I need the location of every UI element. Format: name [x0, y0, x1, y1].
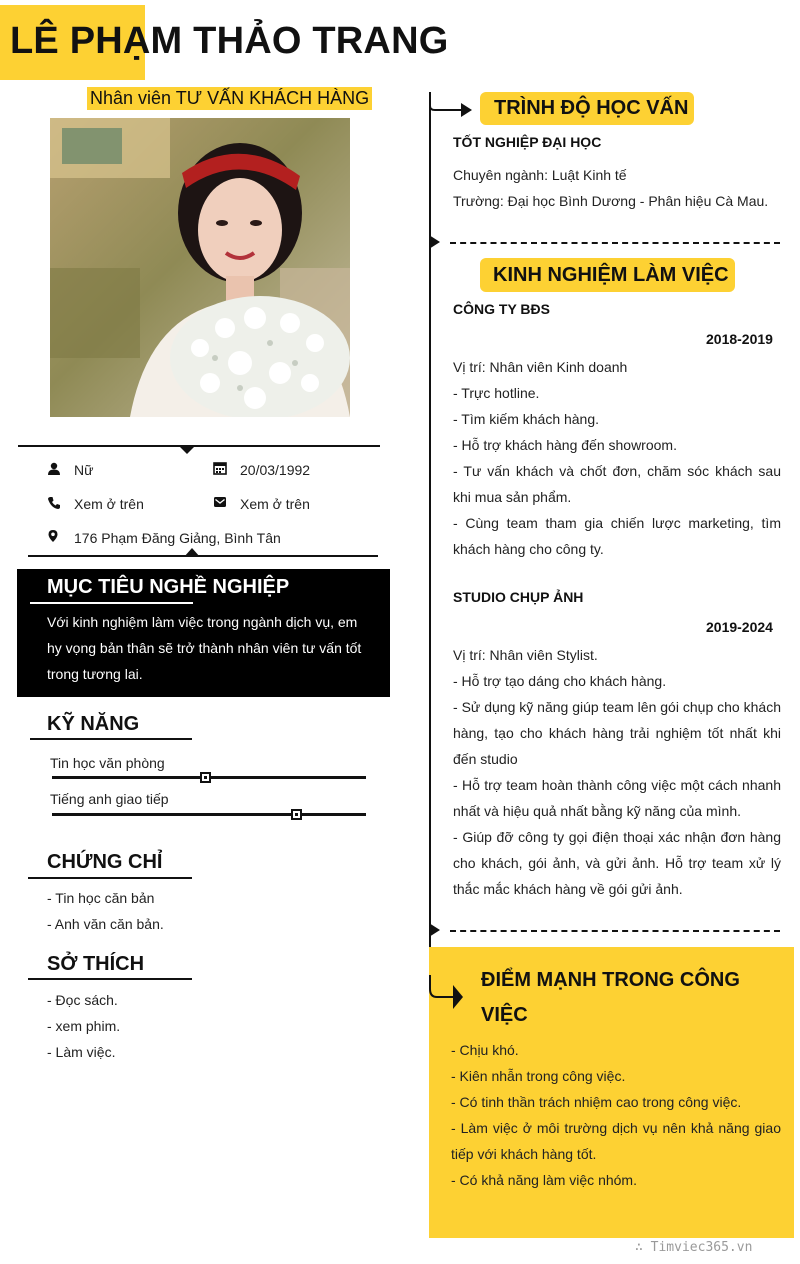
section-divider — [450, 930, 780, 932]
skill-track — [52, 813, 366, 816]
job-line: - Trực hotline. — [453, 385, 540, 401]
job-line: - Tìm kiếm khách hàng. — [453, 411, 600, 427]
objective-text — [47, 609, 382, 687]
phone-value: Xem ở trên — [74, 496, 144, 512]
company-name: CÔNG TY BĐS — [453, 301, 550, 317]
certificate-item: - Tin học căn bản — [47, 890, 155, 906]
skills-underline — [30, 738, 192, 740]
career-objective-section — [17, 569, 390, 697]
job-description — [453, 354, 781, 562]
certificates-title: CHỨNG CHỈ — [47, 851, 163, 873]
education-school: Trường: Đại học Bình Dương - Phân hiệu Cà Mau. — [453, 193, 769, 209]
education-details — [453, 162, 783, 214]
job-line: - Giúp đỡ công ty gọi điện thoại xác nhận đơn hàng cho khách, gói ảnh, và gửi ảnh. Hỗ trợ team xử lý thắc mắc khách hàng về gói gửi ảnh. — [453, 829, 781, 897]
birthday-value: 20/03/1992 — [240, 462, 311, 478]
job-line: - Hỗ trợ team hoàn thành công việc một cách nhanh nhất và hiệu quả nhất bằng kỹ năng của mình. — [453, 777, 781, 819]
education-title: TRÌNH ĐỘ HỌC VẤN — [494, 97, 689, 119]
phone-icon — [47, 496, 61, 510]
skill-level-marker — [291, 809, 302, 820]
hobby-item: - Làm việc. — [47, 1044, 116, 1060]
objective-line: trong tương lai. — [47, 666, 143, 682]
job-line: Vị trí: Nhân viên Kinh doanh — [453, 359, 628, 375]
strengths-list — [451, 1037, 781, 1193]
objective-title: MỤC TIÊU NGHỀ NGHIỆP — [47, 576, 290, 598]
education-major: Chuyên ngành: Luật Kinh tế — [453, 167, 627, 183]
map-pin-icon — [46, 529, 60, 543]
timeline-marker-icon — [429, 235, 441, 249]
strength-item: - Có khả năng làm việc nhóm. — [451, 1172, 637, 1188]
contact-bottom-divider — [28, 555, 378, 557]
timeline-marker-icon — [429, 923, 441, 937]
hobby-item: - Đọc sách. — [47, 992, 118, 1008]
objective-line: Với kinh nghiệm làm việc trong ngành dịch vụ, em — [47, 614, 358, 630]
user-icon — [47, 462, 61, 476]
certificate-item: - Anh văn căn bản. — [47, 916, 164, 932]
portrait-photo-icon — [50, 118, 350, 417]
strengths-title-line: VIỆC — [481, 1004, 528, 1026]
gender-value: Nữ — [74, 462, 94, 478]
profile-photo — [50, 118, 350, 417]
degree: TỐT NGHIỆP ĐẠI HỌC — [453, 134, 602, 150]
caret-down-icon — [179, 446, 195, 455]
strength-item: - Làm việc ở môi trường dịch vụ nên khả năng giao tiếp với khách hàng tốt. — [451, 1120, 781, 1162]
strength-item: - Có tinh thần trách nhiệm cao trong công việc. — [451, 1094, 742, 1110]
skill-label: Tiếng anh giao tiếp — [50, 791, 169, 807]
contact-top-divider — [18, 445, 380, 447]
email-icon — [213, 495, 227, 509]
job-line: - Hỗ trợ tạo dáng cho khách hàng. — [453, 673, 667, 689]
watermark: ∴ Timviec365.vn — [635, 1240, 753, 1255]
strengths-title — [481, 963, 740, 1033]
skill-label: Tin học văn phòng — [50, 755, 165, 771]
skills-title: KỸ NĂNG — [47, 713, 140, 735]
timeline-line — [429, 92, 431, 1002]
strength-item: - Chịu khó. — [451, 1042, 519, 1058]
job-years: 2018-2019 — [706, 331, 773, 347]
hobbies-underline — [28, 978, 192, 980]
certificate-list — [47, 885, 164, 937]
timeline-arrow-icon — [429, 92, 473, 126]
job-years: 2019-2024 — [706, 619, 773, 635]
strengths-section — [429, 947, 794, 1238]
objective-line: hy vọng bản thân sẽ trở thành nhân viên tư vấn tốt — [47, 640, 362, 656]
job-description — [453, 642, 781, 902]
section-divider — [450, 242, 780, 244]
hobby-item: - xem phim. — [47, 1018, 121, 1034]
certificates-underline — [28, 877, 192, 879]
candidate-name: LÊ PHẠM THẢO TRANG — [10, 20, 449, 62]
hobby-list — [47, 987, 120, 1065]
calendar-icon — [213, 461, 227, 475]
hobbies-title: SỞ THÍCH — [47, 953, 145, 975]
job-title: Nhân viên TƯ VẤN KHÁCH HÀNG — [87, 87, 372, 110]
strengths-title-line: ĐIỂM MẠNH TRONG CÔNG — [481, 969, 740, 991]
skill-level-marker — [200, 772, 211, 783]
timeline-end-arrow-icon — [429, 975, 465, 1019]
email-value: Xem ở trên — [240, 496, 310, 512]
address-value: 176 Phạm Đăng Giảng, Bình Tân — [74, 530, 281, 546]
strength-item: - Kiên nhẫn trong công việc. — [451, 1068, 626, 1084]
company-name: STUDIO CHỤP ẢNH — [453, 589, 584, 605]
job-line: - Cùng team tham gia chiến lược marketing, tìm khách hàng cho công ty. — [453, 515, 781, 557]
job-line: - Hỗ trợ khách hàng đến showroom. — [453, 437, 677, 453]
job-line: - Sử dụng kỹ năng giúp team lên gói chụp cho khách hàng, tạo cho khách hàng trải nghiệm tốt nhất khi đến studio — [453, 699, 781, 767]
job-line: - Tư vấn khách và chốt đơn, chăm sóc khách sau khi mua sản phẩm. — [453, 463, 781, 505]
objective-underline — [30, 602, 193, 604]
job-line: Vị trí: Nhân viên Stylist. — [453, 647, 598, 663]
experience-title: KINH NGHIỆM LÀM VIỆC — [493, 264, 729, 286]
